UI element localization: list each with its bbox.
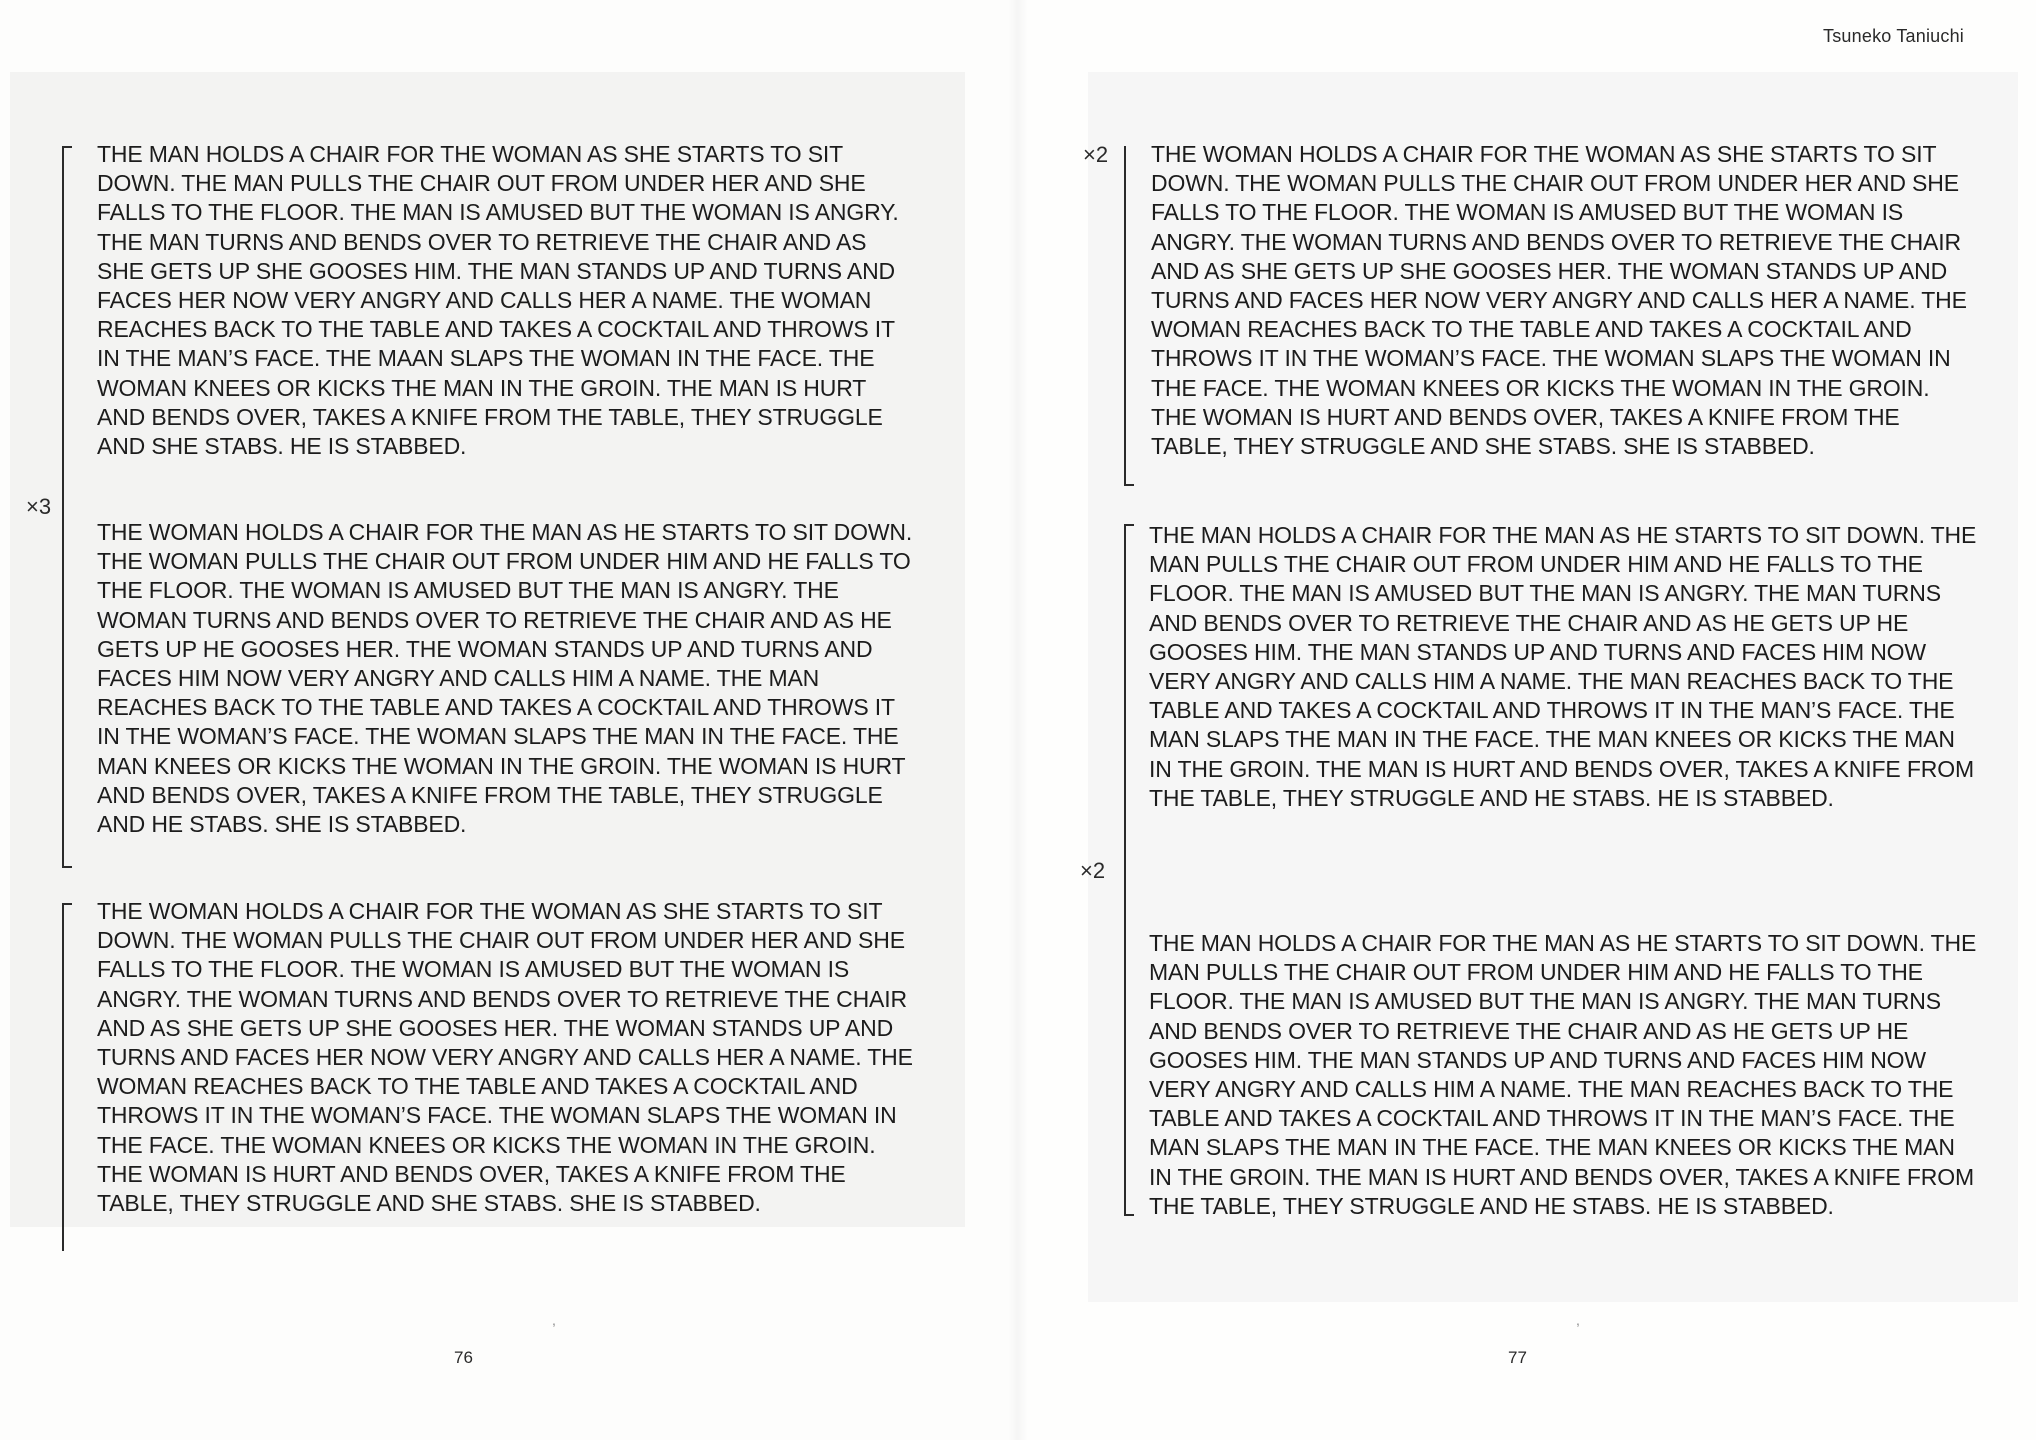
right-bracket-bottom bbox=[1124, 524, 1134, 1216]
paragraph: THE WOMAN HOLDS A CHAIR FOR THE MAN AS HE STARTS TO SIT DOWN. THE WOMAN PULLS THE CHAIR OUT FROM UNDER HIM AND HE FALLS TO THE FLOOR. THE WOMAN IS AMUSED BUT THE MAN IS ANGRY. THE WOMAN TURNS AND BENDS OVER TO RETRIEVE THE CHAIR AND AS HE GETS UP HE GOOSES HER. THE WOMAN STANDS UP AND TURNS AND FACES HIM NOW VERY ANGRY AND CALLS HIM A NAME. THE MAN REACHES BACK TO THE TABLE AND TAKES A COCKTAIL AND THROWS IT IN THE WOMAN’S FACE. THE WOMAN SLAPS THE MAN IN THE FACE. THE MAN KNEES OR KICKS THE WOMAN IN THE GROIN. THE WOMAN IS HURT AND BENDS OVER, TAKES A KNIFE FROM THE TABLE, THEY STRUGGLE AND HE STABS. SHE IS STABBED. bbox=[97, 519, 913, 838]
repeat-multiplier: ×3 bbox=[26, 494, 52, 519]
running-header-author: Tsuneko Taniuchi bbox=[1823, 26, 1964, 46]
book-gutter bbox=[1008, 0, 1028, 1440]
speck: , bbox=[552, 1312, 556, 1328]
bracket-line bbox=[1124, 146, 1136, 486]
right-bracket-top bbox=[1124, 146, 1134, 486]
right-page bbox=[1018, 0, 2036, 1440]
page-number: 76 bbox=[454, 1348, 473, 1367]
page-number: 77 bbox=[1508, 1348, 1527, 1367]
left-bracket-bottom bbox=[62, 903, 72, 1251]
speck: , bbox=[1576, 1312, 1580, 1328]
paragraph: THE MAN HOLDS A CHAIR FOR THE MAN AS HE STARTS TO SIT DOWN. THE MAN PULLS THE CHAIR OUT FROM UNDER HIM AND HE FALLS TO THE FLOOR. THE MAN IS AMUSED BUT THE MAN IS ANGRY. THE MAN TURNS AND BENDS OVER TO RETRIEVE THE CHAIR AND AS HE GETS UP HE GOOSES HIM. THE MAN STANDS UP AND TURNS AND FACES HIM NOW VERY ANGRY AND CALLS HIM A NAME. THE MAN REACHES BACK TO THE TABLE AND TAKES A COCKTAIL AND THROWS IT IN THE MAN’S FACE. THE MAN SLAPS THE MAN IN THE FACE. THE MAN KNEES OR KICKS THE MAN IN THE GROIN. THE MAN IS HURT AND BENDS OVER, TAKES A KNIFE FROM THE TABLE, THEY STRUGGLE AND HE STABS. HE IS STABBED. bbox=[1149, 930, 1977, 1219]
paragraph: THE MAN HOLDS A CHAIR FOR THE MAN AS HE STARTS TO SIT DOWN. THE MAN PULLS THE CHAIR OUT FROM UNDER HIM AND HE FALLS TO THE FLOOR. THE MAN IS AMUSED BUT THE MAN IS ANGRY. THE MAN TURNS AND BENDS OVER TO RETRIEVE THE CHAIR AND AS HE GETS UP HE GOOSES HIM. THE MAN STANDS UP AND TURNS AND FACES HIM NOW VERY ANGRY AND CALLS HIM A NAME. THE MAN REACHES BACK TO THE TABLE AND TAKES A COCKTAIL AND THROWS IT IN THE MAN’S FACE. THE MAN SLAPS THE MAN IN THE FACE. THE MAN KNEES OR KICKS THE MAN IN THE GROIN. THE MAN IS HURT AND BENDS OVER, TAKES A KNIFE FROM THE TABLE, THEY STRUGGLE AND HE STABS. HE IS STABBED. bbox=[1149, 522, 1977, 811]
repeat-multiplier: ×2 bbox=[1080, 858, 1106, 883]
paragraph: THE MAN HOLDS A CHAIR FOR THE WOMAN AS SHE STARTS TO SIT DOWN. THE MAN PULLS THE CHAIR OUT FROM UNDER HER AND SHE FALLS TO THE FLOOR. THE MAN IS AMUSED BUT THE WOMAN IS ANGRY. THE MAN TURNS AND BENDS OVER TO RETRIEVE THE CHAIR AND AS SHE GETS UP SHE GOOSES HIM. THE MAN STANDS UP AND TURNS AND FACES HER NOW VERY ANGRY AND CALLS HER A NAME. THE WOMAN REACHES BACK TO THE TABLE AND TAKES A COCKTAIL AND THROWS IT IN THE MAN’S FACE. THE MAAN SLAPS THE WOMAN IN THE FACE. THE WOMAN KNEES OR KICKS THE MAN IN THE GROIN. THE MAN IS HURT AND BENDS OVER, TAKES A KNIFE FROM THE TABLE, THEY STRUGGLE AND SHE STABS. HE IS STABBED. bbox=[97, 141, 899, 460]
paragraph: THE WOMAN HOLDS A CHAIR FOR THE WOMAN AS SHE STARTS TO SIT DOWN. THE WOMAN PULLS THE CHAIR OUT FROM UNDER HER AND SHE FALLS TO THE FLOOR. THE WOMAN IS AMUSED BUT THE WOMAN IS ANGRY. THE WOMAN TURNS AND BENDS OVER TO RETRIEVE THE CHAIR AND AS SHE GETS UP SHE GOOSES HER. THE WOMAN STANDS UP AND TURNS AND FACES HER NOW VERY ANGRY AND CALLS HER A NAME. THE WOMAN REACHES BACK TO THE TABLE AND TAKES A COCKTAIL AND THROWS IT IN THE WOMAN’S FACE. THE WOMAN SLAPS THE WOMAN IN THE FACE. THE WOMAN KNEES OR KICKS THE WOMAN IN THE GROIN. THE WOMAN IS HURT AND BENDS OVER, TAKES A KNIFE FROM THE TABLE, THEY STRUGGLE AND SHE STABS. SHE IS STABBED. bbox=[1151, 141, 1967, 460]
paragraph: THE WOMAN HOLDS A CHAIR FOR THE WOMAN AS SHE STARTS TO SIT DOWN. THE WOMAN PULLS THE CHAIR OUT FROM UNDER HER AND SHE FALLS TO THE FLOOR. THE WOMAN IS AMUSED BUT THE WOMAN IS ANGRY. THE WOMAN TURNS AND BENDS OVER TO RETRIEVE THE CHAIR AND AS SHE GETS UP SHE GOOSES HER. THE WOMAN STANDS UP AND TURNS AND FACES HER NOW VERY ANGRY AND CALLS HER A NAME. THE WOMAN REACHES BACK TO THE TABLE AND TAKES A COCKTAIL AND THROWS IT IN THE WOMAN’S FACE. THE WOMAN SLAPS THE WOMAN IN THE FACE. THE WOMAN KNEES OR KICKS THE WOMAN IN THE GROIN. THE WOMAN IS HURT AND BENDS OVER, TAKES A KNIFE FROM THE TABLE, THEY STRUGGLE AND SHE STABS. SHE IS STABBED. bbox=[97, 898, 913, 1217]
bracket-line bbox=[1124, 524, 1136, 1216]
left-bracket-top bbox=[62, 146, 72, 868]
repeat-multiplier: ×2 bbox=[1083, 142, 1109, 167]
bracket-line bbox=[62, 146, 74, 868]
bracket-line bbox=[62, 903, 74, 1251]
